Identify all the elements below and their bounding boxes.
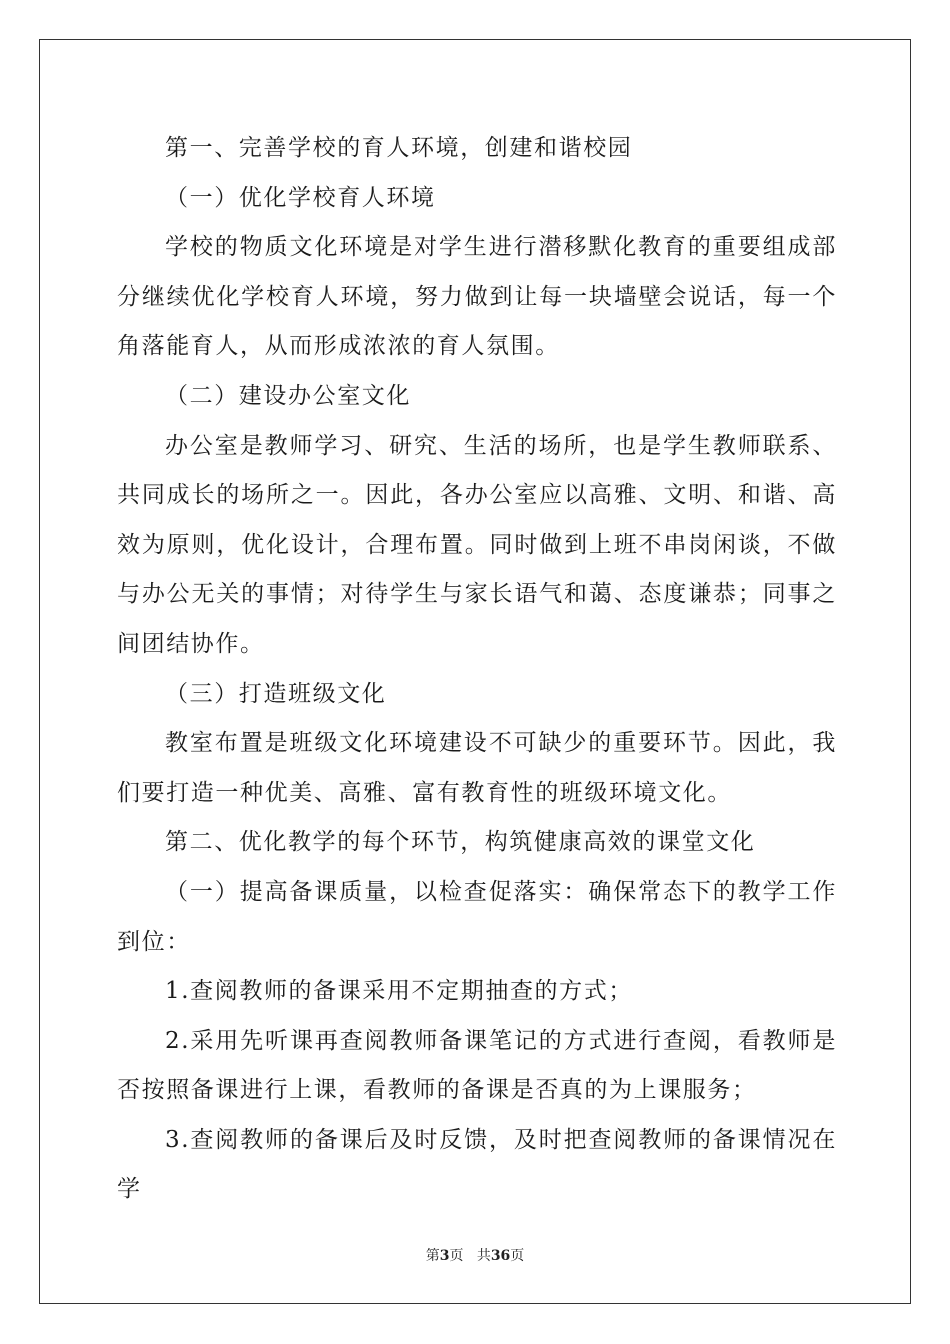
document-body [117, 124, 837, 1215]
list-item: 2.采用先听课再查阅教师备课笔记的方式进行查阅，看教师是否按照备课进行上课，看教师的备课是否真的为上课服务； [117, 1027, 837, 1104]
subheading-1-3: （三）打造班级文化 [165, 680, 387, 707]
body-paragraph: 办公室是教师学习、研究、生活的场所，也是学生教师联系、共同成长的场所之一。因此，各办公室应以高雅、文明、和谐、高效为原则，优化设计，合理布置。同时做到上班不串岗闲谈，不做与办公无关的事情；对待学生与家长语气和蔼、态度谦恭；同事之间团结协作。 [117, 432, 837, 657]
body-paragraph: 教室布置是班级文化环境建设不可缺少的重要环节。因此，我们要打造一种优美、高雅、富有教育性的班级环境文化。 [117, 730, 837, 806]
total-suffix: 页 [510, 1248, 525, 1264]
heading-section-2: 第二、优化教学的每个环节，构筑健康高效的课堂文化 [165, 829, 756, 856]
page-prefix: 第 [425, 1248, 440, 1264]
page-suffix: 页 [449, 1248, 464, 1264]
subheading-1-1: （一）优化学校育人环境 [165, 184, 436, 211]
subheading-1-2: （二）建设办公室文化 [165, 382, 411, 409]
list-item: 3.查阅教师的备课后及时反馈，及时把查阅教师的备课情况在学 [117, 1126, 837, 1203]
list-item: 1.查阅教师的备课采用不定期抽查的方式； [165, 978, 633, 1005]
subheading-2-1: （一）提高备课质量，以检查促落实：确保常态下的教学工作到位： [117, 878, 837, 955]
total-prefix: 共 [476, 1248, 491, 1264]
body-paragraph: 学校的物质文化环境是对学生进行潜移默化教育的重要组成部分继续优化学校育人环境，努力做到让每一块墙壁会说话，每一个角落能育人，从而形成浓浓的育人氛围。 [117, 234, 837, 360]
total-pages: 36 [490, 1248, 511, 1264]
page-number: 3 [439, 1248, 450, 1264]
heading-section-1: 第一、完善学校的育人环境，创建和谐校园 [165, 135, 633, 161]
page-footer [0, 1245, 950, 1265]
